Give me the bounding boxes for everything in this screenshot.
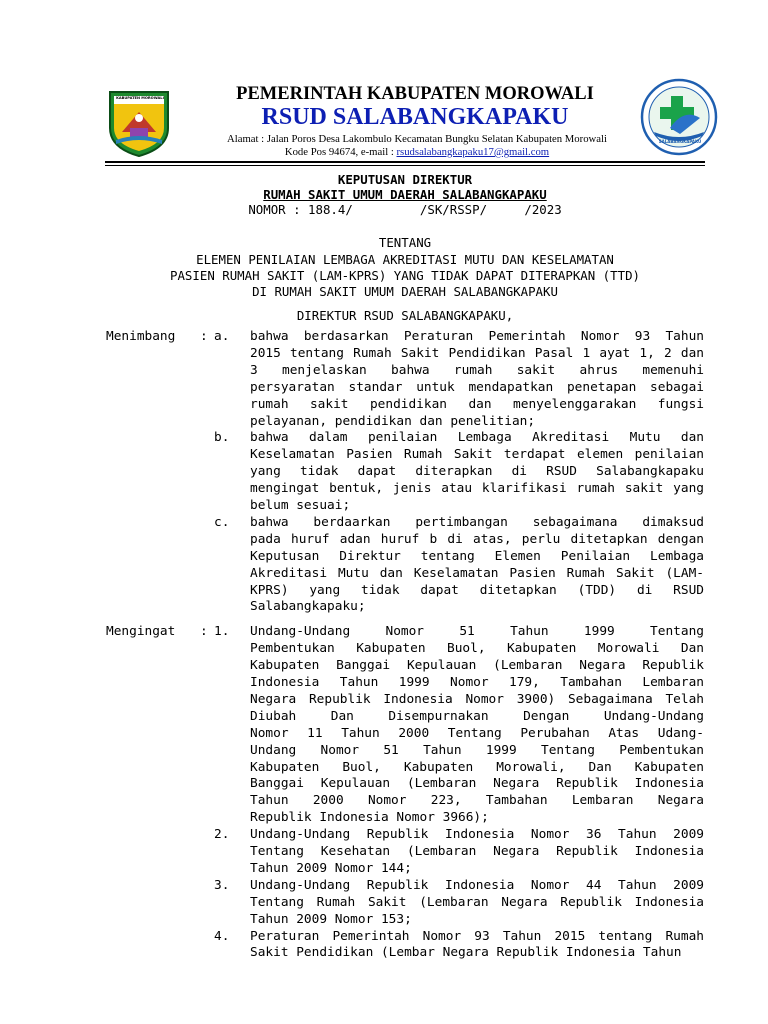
mengingat-item-line: Banggai Kepulauan (Lembaran Negara Republik Indonesia <box>250 776 704 792</box>
decree-institution: RUMAH SAKIT UMUM DAERAH SALABANGKAPAKU <box>263 187 547 202</box>
mengingat-item-line: Tentang Kesehatan (Lembaran Negara Republik Indonesia <box>250 844 704 859</box>
hospital-cross-emblem-icon <box>640 78 718 156</box>
menimbang-label: Menimbang : <box>106 329 208 344</box>
menimbang-item-line: Keselamatan Pasien Rumah Sakit terdapat elemen penilaian <box>250 447 704 463</box>
menimbang-item-line: 2015 tentang Rumah Sakit Pendidikan Pasal 1 ayat 1, 2 dan <box>250 345 704 361</box>
decree-number: NOMOR : 188.4/ /SK/RSSP/ /2023 <box>248 202 562 217</box>
menimbang-item-line: Akreditasi Mutu dan Keselamatan Pasien Rumah Sakit (LAM- <box>250 565 704 581</box>
mengingat-item-line: Tahun 2009 Nomor 144; <box>250 860 412 876</box>
menimbang-item-line: persyaratan standar untuk mendapatkan penetapan sebagai <box>250 379 704 395</box>
mengingat-item-line: Negara Republik Indonesia Nomor 3900) Sebagaimana Telah <box>250 691 704 707</box>
mengingat-item-marker: 3. <box>214 877 230 893</box>
mengingat-item-line: Undang-Undang Nomor 51 Tahun 1999 Tentang <box>250 624 704 640</box>
mengingat-item-line: Republik Indonesia Nomor 3966); <box>250 810 489 826</box>
menimbang-item-line: bahwa dalam penilaian Lembaga Akreditasi Mutu dan <box>250 430 704 446</box>
mengingat-item-line: Sakit Pendidikan (Lembar Negara Republik Indonesia Tahun <box>250 945 682 961</box>
subject-line: ELEMEN PENILAIAN LEMBAGA AKREDITASI MUTU DAN KESELAMATAN <box>196 252 614 267</box>
mengingat-item-marker: 1. <box>214 624 230 640</box>
mengingat-colon: : <box>200 624 208 640</box>
menimbang-item-line: yang tidak dapat diterapkan di RSUD Salabangkapaku <box>250 464 704 480</box>
subject-line: DI RUMAH SAKIT UMUM DAERAH SALABANGKAPAKU <box>252 284 558 299</box>
mengingat-item-line: Undang-Undang Republik Indonesia Nomor 36 Tahun 2009 <box>250 827 704 843</box>
mengingat-item-marker: 2. <box>214 827 230 843</box>
tentang-heading: TENTANG <box>378 235 432 250</box>
decree-heading: KEPUTUSAN DIREKTUR <box>337 172 473 187</box>
menimbang-item-line: bahwa berdasarkan Peraturan Pemerintah Nomor 93 Tahun <box>250 329 704 344</box>
mengingat-label: Mengingat : <box>106 624 208 640</box>
menimbang-item-marker: c. <box>214 514 230 530</box>
menimbang-item-line: KPRS) yang tidak dapat ditetapkan (TDD) di RSUD <box>250 582 704 598</box>
mengingat-item-line: Diubah Dan Disempurnakan Dengan Undang-Undang <box>250 708 704 724</box>
menimbang-colon: : <box>200 329 208 344</box>
menimbang-item-line: pelayanan, pendidikan dan penelitian; <box>250 413 536 429</box>
postal-code: Kode Pos 94674, e-mail : <box>284 146 397 158</box>
menimbang-item-line: belum sesuai; <box>250 498 351 513</box>
hospital-name: RSUD SALABANGKAPAKU <box>261 104 569 130</box>
right-logo-caption: SALABANGKAPAKU <box>658 139 702 144</box>
mengingat-item-line: Kabupaten Buol, Kabupaten Morowali, Dan Kabupaten <box>250 759 704 775</box>
letterhead <box>0 0 768 160</box>
subject-line: PASIEN RUMAH SAKIT (LAM-KPRS) YANG TIDAK DAPAT DITERAPKAN (TTD) <box>170 268 640 283</box>
menimbang-item-line: Keputusan Direktur tentang Elemen Penilaian Lembaga <box>250 548 704 564</box>
government-name: PEMERINTAH KABUPATEN MOROWALI <box>236 84 594 104</box>
menimbang-item-marker: a. <box>214 329 230 344</box>
menimbang-item-line: Salabangkapaku; <box>250 599 366 615</box>
mengingat-item-line: Tahun 2000 Nomor 223, Tambahan Lembaran Negara <box>250 793 704 809</box>
mengingat-item-marker: 4. <box>214 928 230 944</box>
mengingat-item-line: Peraturan Pemerintah Nomor 93 Tahun 2015 tentang Rumah <box>250 928 704 944</box>
letterhead-rule-thin <box>105 165 705 166</box>
mengingat-item-line: Tahun 2009 Nomor 153; <box>250 911 412 927</box>
postal-email-line <box>183 146 651 159</box>
mengingat-item-line: Undang Nomor 51 Tahun 1999 Tentang Pembentukan <box>250 742 704 758</box>
mengingat-item-line: Pembentukan Kabupaten Buol, Kabupaten Morowali Dan <box>250 641 704 657</box>
address-block <box>183 133 651 159</box>
letterhead-rule-thick <box>105 161 705 163</box>
mengingat-item-line: Indonesia Tahun 1999 Nomor 179, Tambahan Lembaran <box>250 675 704 690</box>
mengingat-item-line: Undang-Undang Republik Indonesia Nomor 44 Tahun 2009 <box>250 877 704 893</box>
menimbang-item-line: 3 menjelaskan bahwa rumah sakit ahrus memenuhi <box>250 362 704 378</box>
director-title: DIREKTUR RSUD SALABANGKAPAKU, <box>296 308 514 323</box>
menimbang-item-line: rumah sakit pendidikan dan menyelenggarakan fungsi <box>250 396 704 412</box>
menimbang-item-line: mengingat bentuk, jenis atau klarifikasi rumah sakit yang <box>250 481 704 497</box>
email-link[interactable]: rsudsalabangkapaku17@gmail.com <box>396 146 550 158</box>
mengingat-item-line: Nomor 11 Tahun 2000 Tentang Perubahan Atas Udang- <box>250 725 704 741</box>
mengingat-item-line: Tentang Rumah Sakit (Lembaran Negara Republik Indonesia <box>250 894 704 910</box>
menimbang-item-line: bahwa berdaarkan pertimbangan sebagaimana dimaksud <box>250 514 704 530</box>
menimbang-item-marker: b. <box>214 430 230 446</box>
mengingat-item-line: Kabupaten Banggai Kepulauan (Lembaran Negara Republik <box>250 658 704 674</box>
address-line: Alamat : Jalan Poros Desa Lakombulo Kecamatan Bungku Selatan Kabupaten Morowali <box>227 133 607 145</box>
left-logo-caption: KABUPATEN MOROWALI <box>116 96 164 100</box>
menimbang-item-line: pada huruf adan huruf b di atas, perlu ditetapkan dengan <box>250 531 704 547</box>
